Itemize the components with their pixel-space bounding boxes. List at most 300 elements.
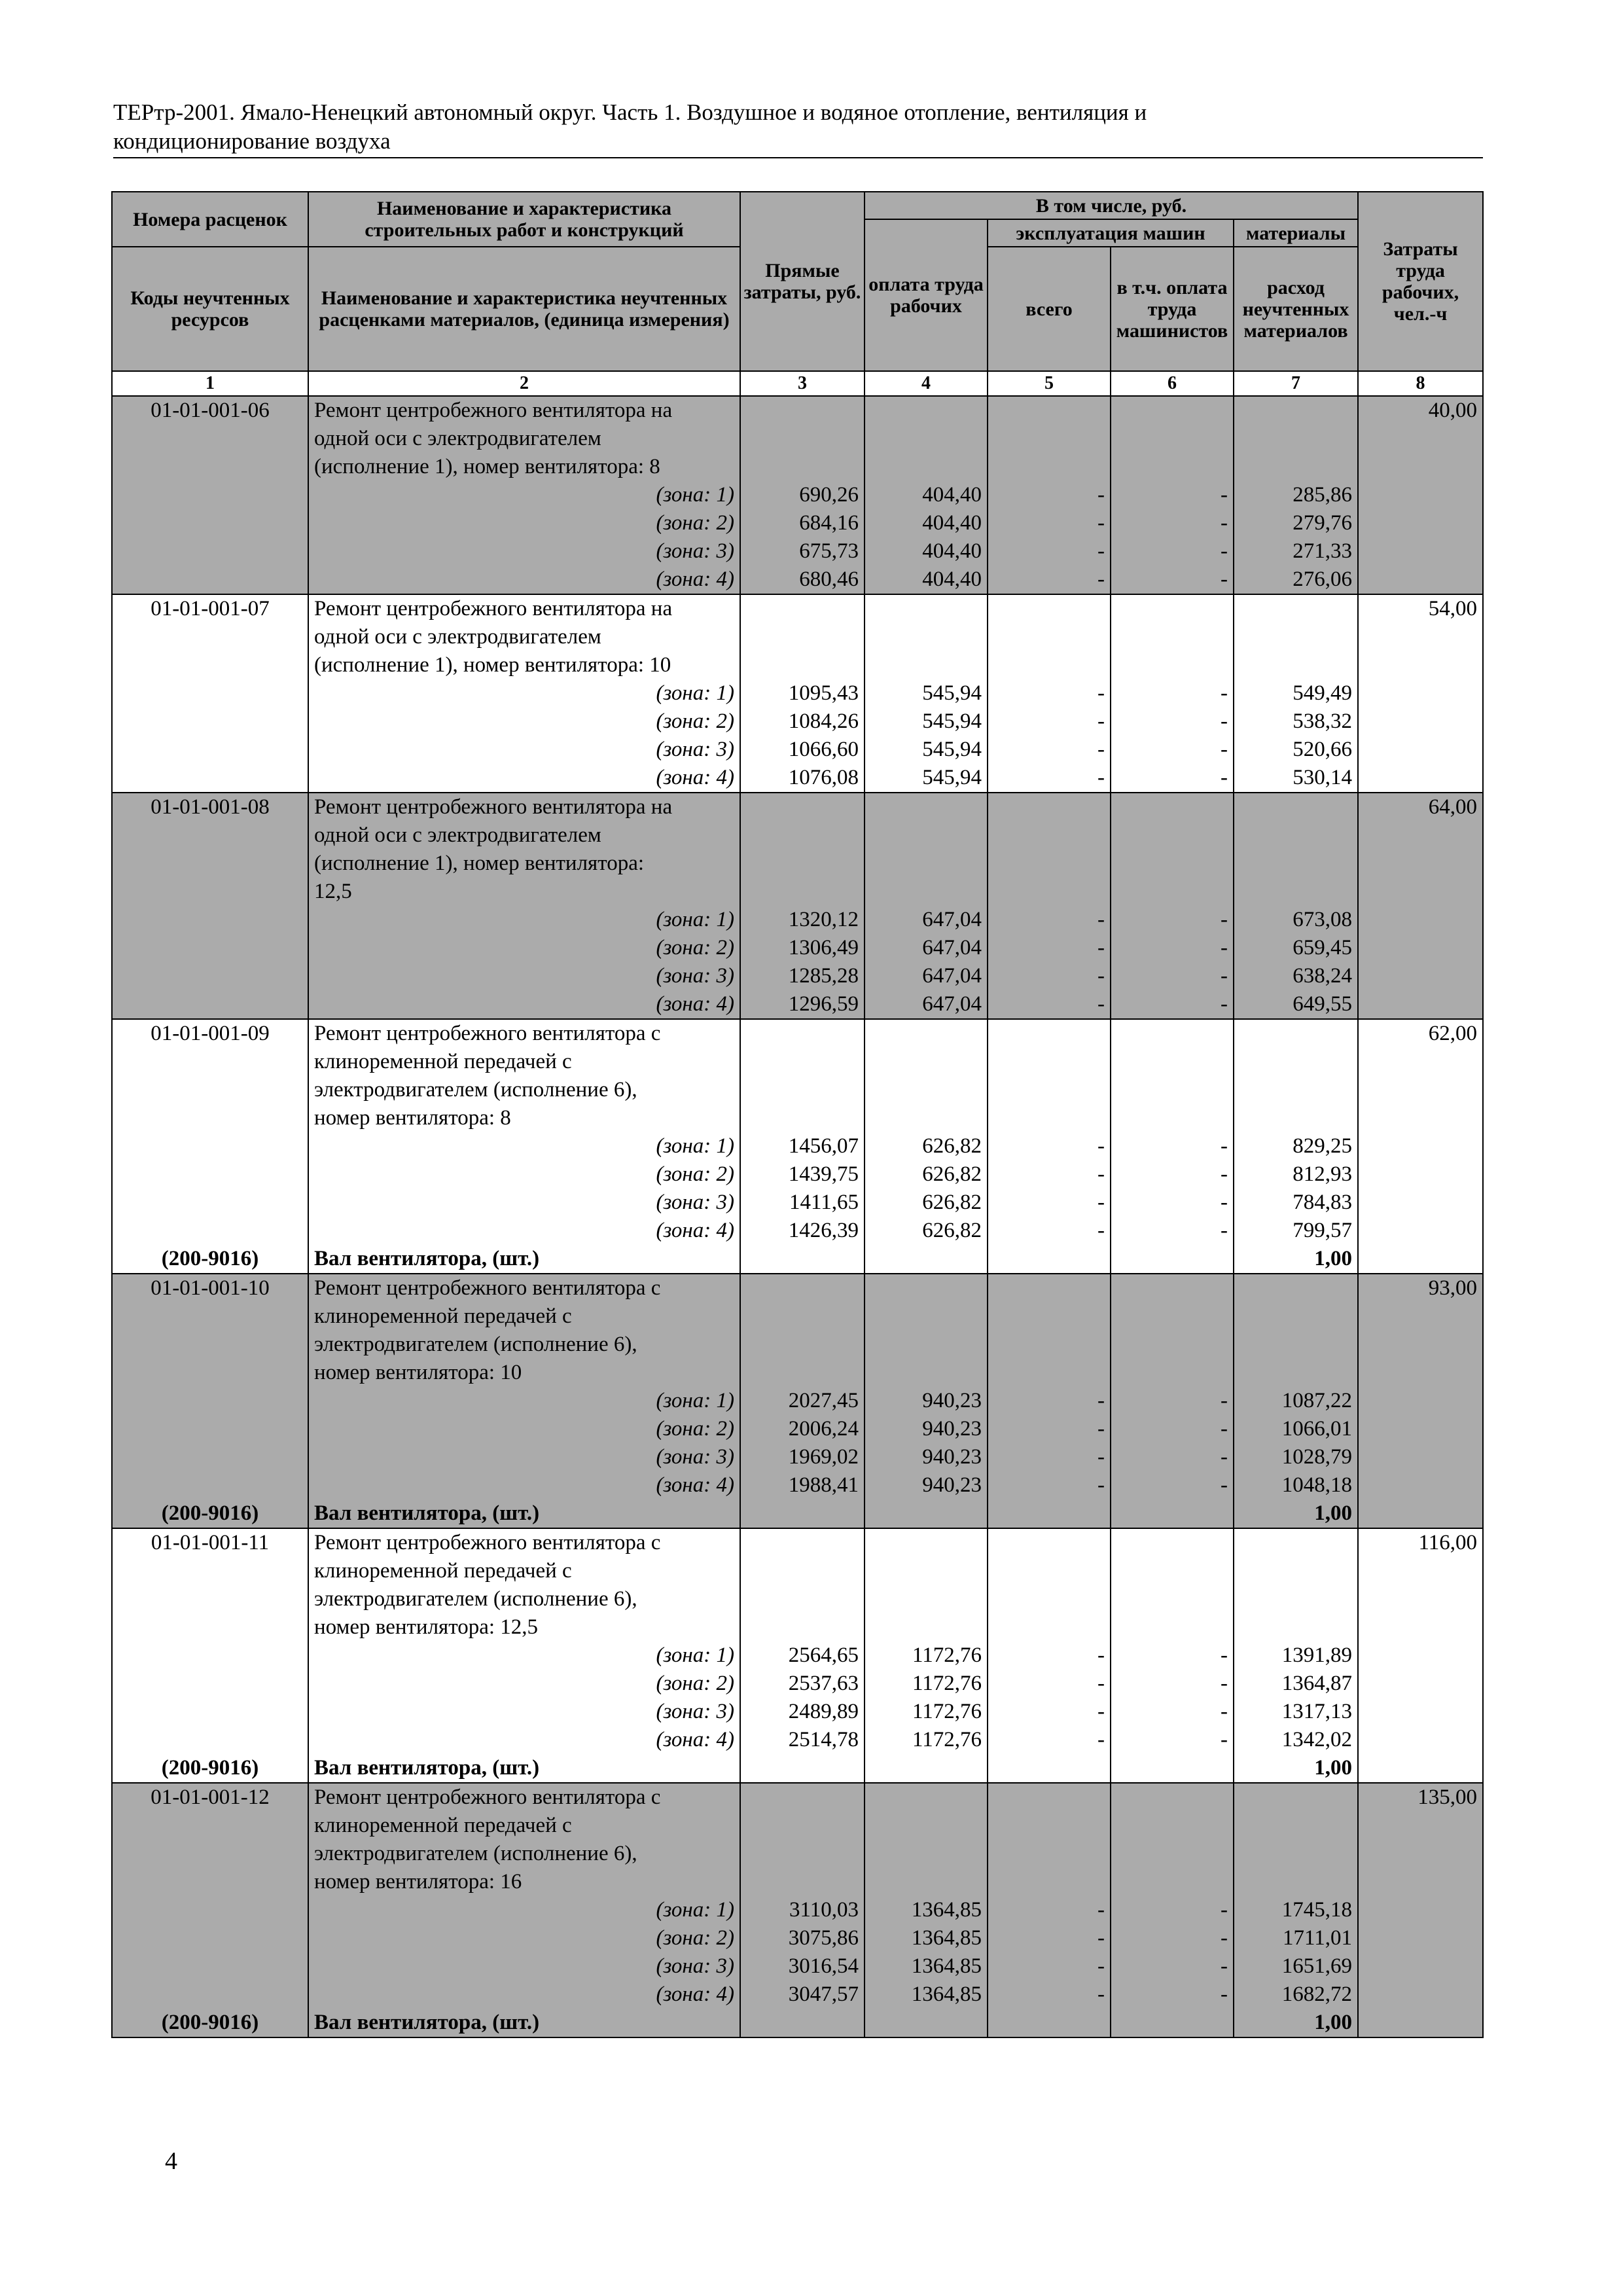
blank-line xyxy=(1116,821,1228,850)
direct-cost: 1411,65 xyxy=(789,1191,859,1214)
labor-cost: 116,00 xyxy=(1418,1531,1478,1554)
materials-cost: 1087,22 xyxy=(1281,1389,1353,1412)
materials-cost: 1048,18 xyxy=(1281,1473,1353,1497)
blank-line xyxy=(870,453,982,481)
blank-line xyxy=(870,595,982,623)
machinist-wage-cell xyxy=(1111,1019,1234,1274)
resource-name: Вал вентилятора, (шт.) xyxy=(314,2011,540,2034)
blank-line xyxy=(118,906,302,934)
blank-line xyxy=(993,1754,1105,1782)
materials-cost: 799,57 xyxy=(1293,1219,1353,1242)
blank-line xyxy=(993,793,1105,821)
header-machines-total: всего xyxy=(988,247,1111,371)
machinist-wage: - xyxy=(1221,1219,1228,1242)
labor-cost-cell xyxy=(1358,1528,1483,1783)
header-unaccounted-materials: расход неучтенных материалов xyxy=(1234,247,1358,371)
blank-line xyxy=(1240,1613,1352,1641)
description-line: электродвигателем (исполнение 6), xyxy=(314,1333,637,1356)
materials-cost-cell xyxy=(1234,396,1358,594)
blank-line xyxy=(1240,1868,1352,1896)
wage: 1364,85 xyxy=(911,1926,982,1950)
blank-line xyxy=(746,1076,859,1104)
wage-cell xyxy=(865,1528,988,1783)
header-group-including: В том числе, руб. xyxy=(865,192,1358,219)
zone-label: (зона: 2) xyxy=(656,1672,734,1695)
direct-cost: 2489,89 xyxy=(788,1700,859,1723)
table-row xyxy=(112,594,1483,793)
zone-label: (зона: 4) xyxy=(656,1728,734,1751)
description-line: Ремонт центробежного вентилятора с xyxy=(314,1022,661,1045)
wage: 647,04 xyxy=(922,964,982,988)
blank-line xyxy=(746,793,859,821)
resource-name: Вал вентилятора, (шт.) xyxy=(314,1247,540,1270)
machinist-wage: - xyxy=(1221,1473,1228,1497)
zone-label: (зона: 2) xyxy=(656,709,734,733)
machinist-wage: - xyxy=(1221,567,1228,591)
col-number: 5 xyxy=(988,371,1111,396)
machines-total: - xyxy=(1097,539,1105,563)
machines-total-cell xyxy=(988,793,1111,1019)
resource-qty: 1,00 xyxy=(1314,1501,1353,1525)
description-line: (исполнение 1), номер вентилятора: 8 xyxy=(314,455,660,478)
wage-cell xyxy=(865,1274,988,1528)
blank-line xyxy=(1116,623,1228,651)
blank-line xyxy=(118,537,302,565)
wage: 404,40 xyxy=(922,539,982,563)
description-line: Ремонт центробежного вентилятора на xyxy=(314,795,673,819)
materials-cost: 276,06 xyxy=(1293,567,1353,591)
blank-line xyxy=(1116,1331,1228,1359)
description-line: номер вентилятора: 12,5 xyxy=(314,1615,539,1639)
machinist-wage: - xyxy=(1221,1417,1228,1441)
blank-line xyxy=(870,1585,982,1613)
direct-cost-cell xyxy=(740,396,865,594)
blank-line xyxy=(993,821,1105,850)
blank-line xyxy=(993,1613,1105,1641)
blank-line xyxy=(746,1499,859,1528)
description-line: номер вентилятора: 10 xyxy=(314,1361,522,1384)
description-line: электродвигателем (исполнение 6), xyxy=(314,1842,637,1865)
materials-cost: 279,76 xyxy=(1293,511,1353,535)
machinist-wage-cell xyxy=(1111,594,1234,793)
blank-line xyxy=(870,1812,982,1840)
rate-code-cell xyxy=(112,1528,308,1783)
header-rate-numbers: Номера расценок xyxy=(112,192,308,247)
blank-line xyxy=(118,1104,302,1132)
description-line: электродвигателем (исполнение 6), xyxy=(314,1587,637,1611)
machinist-wage: - xyxy=(1221,483,1228,507)
machinist-wage: - xyxy=(1221,964,1228,988)
machinist-wage: - xyxy=(1221,1926,1228,1950)
machines-total-cell xyxy=(988,1274,1111,1528)
blank-line xyxy=(746,1585,859,1613)
blank-line xyxy=(118,679,302,708)
description-line: клиноременной передачей с xyxy=(314,1050,572,1073)
machines-total: - xyxy=(1097,681,1105,705)
col-number: 7 xyxy=(1234,371,1358,396)
direct-cost: 1285,28 xyxy=(788,964,859,988)
description-line: Ремонт центробежного вентилятора с xyxy=(314,1785,661,1809)
blank-line xyxy=(118,878,302,906)
machinist-wage: - xyxy=(1221,738,1228,761)
blank-line xyxy=(118,764,302,792)
machinist-wage-cell xyxy=(1111,1274,1234,1528)
blank-line xyxy=(1116,397,1228,425)
blank-line xyxy=(993,1812,1105,1840)
blank-line xyxy=(870,878,982,906)
blank-line xyxy=(1240,821,1352,850)
wage-cell xyxy=(865,793,988,1019)
wage: 1172,76 xyxy=(912,1643,982,1667)
blank-line xyxy=(118,1359,302,1387)
blank-line xyxy=(118,1840,302,1868)
machinist-wage: - xyxy=(1221,1134,1228,1158)
machinist-wage: - xyxy=(1221,766,1228,789)
machines-total-cell xyxy=(988,396,1111,594)
materials-cost: 638,24 xyxy=(1293,964,1353,988)
rate-description-cell xyxy=(308,1528,740,1783)
zone-label: (зона: 1) xyxy=(656,1134,734,1158)
blank-line xyxy=(746,595,859,623)
wage: 545,94 xyxy=(922,738,982,761)
materials-cost-cell xyxy=(1234,1019,1358,1274)
machinist-wage: - xyxy=(1221,992,1228,1016)
blank-line xyxy=(118,651,302,679)
blank-line xyxy=(870,1104,982,1132)
blank-line xyxy=(118,1670,302,1698)
table-row xyxy=(112,396,1483,594)
blank-line xyxy=(993,1245,1105,1273)
materials-cost: 1364,87 xyxy=(1281,1672,1353,1695)
rate-code-cell xyxy=(112,1274,308,1528)
materials-cost: 520,66 xyxy=(1293,738,1353,761)
blank-line xyxy=(993,1784,1105,1812)
wage: 626,82 xyxy=(922,1162,982,1186)
machinist-wage: - xyxy=(1221,936,1228,960)
blank-line xyxy=(870,1245,982,1273)
wage: 1172,76 xyxy=(912,1728,982,1751)
materials-cost: 784,83 xyxy=(1293,1191,1353,1214)
labor-cost: 54,00 xyxy=(1428,597,1478,620)
resource-qty: 1,00 xyxy=(1314,1756,1353,1780)
blank-line xyxy=(118,1302,302,1331)
blank-line xyxy=(1240,651,1352,679)
blank-line xyxy=(993,623,1105,651)
blank-line xyxy=(118,481,302,509)
blank-line xyxy=(746,1613,859,1641)
blank-line xyxy=(993,595,1105,623)
blank-line xyxy=(870,397,982,425)
machines-total: - xyxy=(1097,1700,1105,1723)
blank-line xyxy=(118,1443,302,1471)
blank-line xyxy=(118,1896,302,1924)
blank-line xyxy=(746,1557,859,1585)
blank-line xyxy=(870,623,982,651)
blank-line xyxy=(993,651,1105,679)
blank-line xyxy=(1116,1585,1228,1613)
wage: 626,82 xyxy=(922,1219,982,1242)
blank-line xyxy=(1116,1613,1228,1641)
machinist-wage-cell xyxy=(1111,396,1234,594)
header-wage: оплата труда рабочих xyxy=(865,219,988,371)
col-number: 1 xyxy=(112,371,308,396)
direct-cost: 680,46 xyxy=(799,567,859,591)
materials-cost: 1066,01 xyxy=(1281,1417,1353,1441)
description-line: одной оси с электродвигателем xyxy=(314,823,601,847)
materials-cost: 673,08 xyxy=(1293,908,1353,931)
machinist-wage: - xyxy=(1221,1898,1228,1922)
blank-line xyxy=(118,565,302,594)
description-line: Ремонт центробежного вентилятора с xyxy=(314,1276,661,1300)
description-line: (исполнение 1), номер вентилятора: 10 xyxy=(314,653,671,677)
rate-code: 01-01-001-12 xyxy=(151,1785,270,1809)
blank-line xyxy=(118,1698,302,1726)
description-line: Ремонт центробежного вентилятора на xyxy=(314,399,673,422)
labor-cost: 135,00 xyxy=(1418,1785,1478,1809)
rate-description-cell xyxy=(308,1783,740,2037)
rate-code: 01-01-001-10 xyxy=(151,1276,270,1300)
direct-cost: 2514,78 xyxy=(788,1728,859,1751)
blank-line xyxy=(746,821,859,850)
rate-description-cell xyxy=(308,1019,740,1274)
wage: 1364,85 xyxy=(911,1954,982,1978)
machinist-wage: - xyxy=(1221,1982,1228,2006)
blank-line xyxy=(1116,1302,1228,1331)
wage-cell xyxy=(865,1783,988,2037)
blank-line xyxy=(118,509,302,537)
resource-name: Вал вентилятора, (шт.) xyxy=(314,1501,540,1525)
blank-line xyxy=(118,1217,302,1245)
zone-label: (зона: 3) xyxy=(656,539,734,563)
machines-total-cell xyxy=(988,594,1111,793)
header-material-name: Наименование и характеристика неучтенных расценками материалов, (единица измерения) xyxy=(308,247,740,371)
blank-line xyxy=(993,453,1105,481)
resource-code: (200-9016) xyxy=(161,1247,259,1270)
blank-line xyxy=(993,1048,1105,1076)
header-resource-codes: Коды неучтенных ресурсов xyxy=(112,247,308,371)
machines-total: - xyxy=(1097,1445,1105,1469)
blank-line xyxy=(1116,1076,1228,1104)
rate-block xyxy=(112,793,1483,1019)
blank-line xyxy=(1116,1245,1228,1273)
blank-line xyxy=(1116,1868,1228,1896)
materials-cost: 530,14 xyxy=(1293,766,1353,789)
resource-qty: 1,00 xyxy=(1314,1247,1353,1270)
blank-line xyxy=(118,1613,302,1641)
machinist-wage: - xyxy=(1221,1700,1228,1723)
materials-cost: 1317,13 xyxy=(1281,1700,1353,1723)
direct-cost: 1306,49 xyxy=(788,936,859,960)
rate-block xyxy=(112,1528,1483,1783)
rate-description-cell xyxy=(308,793,740,1019)
machines-total: - xyxy=(1097,1389,1105,1412)
machinist-wage: - xyxy=(1221,681,1228,705)
blank-line xyxy=(993,1274,1105,1302)
machines-total: - xyxy=(1097,1162,1105,1186)
blank-line xyxy=(870,821,982,850)
materials-cost: 1391,89 xyxy=(1281,1643,1353,1667)
blank-line xyxy=(1116,595,1228,623)
blank-line xyxy=(1116,453,1228,481)
description-line: номер вентилятора: 16 xyxy=(314,1870,522,1893)
header-labor-costs: Затраты труда рабочих, чел.-ч xyxy=(1358,192,1483,371)
machines-total: - xyxy=(1097,1191,1105,1214)
rate-description-cell xyxy=(308,1274,740,1528)
rate-code-cell xyxy=(112,594,308,793)
rate-code-cell xyxy=(112,793,308,1019)
machines-total: - xyxy=(1097,1926,1105,1950)
blank-line xyxy=(746,1048,859,1076)
materials-cost-cell xyxy=(1234,1783,1358,2037)
rate-description-cell xyxy=(308,594,740,793)
zone-label: (зона: 3) xyxy=(656,1445,734,1469)
rate-block xyxy=(112,1274,1483,1528)
blank-line xyxy=(993,1840,1105,1868)
blank-line xyxy=(1240,623,1352,651)
page-header xyxy=(113,98,1409,156)
blank-line xyxy=(746,1302,859,1331)
blank-line xyxy=(993,878,1105,906)
blank-line xyxy=(118,1076,302,1104)
description-line: (исполнение 1), номер вентилятора: xyxy=(314,852,645,875)
machines-total-cell xyxy=(988,1783,1111,2037)
rate-block xyxy=(112,1783,1483,2037)
labor-cost: 64,00 xyxy=(1428,795,1478,819)
machinist-wage: - xyxy=(1221,908,1228,931)
blank-line xyxy=(1116,1359,1228,1387)
blank-line xyxy=(993,397,1105,425)
header-work-name: Наименование и характеристика строительных работ и конструкций xyxy=(308,192,740,247)
blank-line xyxy=(870,1076,982,1104)
blank-line xyxy=(1116,1499,1228,1528)
col-number: 3 xyxy=(740,371,865,396)
wage: 940,23 xyxy=(922,1473,982,1497)
direct-cost: 3016,54 xyxy=(788,1954,859,1978)
machines-total-cell xyxy=(988,1019,1111,1274)
wage: 404,40 xyxy=(922,483,982,507)
wage: 647,04 xyxy=(922,936,982,960)
labor-cost-cell xyxy=(1358,1274,1483,1528)
blank-line xyxy=(870,1359,982,1387)
blank-line xyxy=(746,1245,859,1273)
blank-line xyxy=(993,1302,1105,1331)
zone-label: (зона: 1) xyxy=(656,1643,734,1667)
blank-line xyxy=(118,1924,302,1952)
machines-total: - xyxy=(1097,1982,1105,2006)
blank-line xyxy=(993,1529,1105,1557)
materials-cost: 549,49 xyxy=(1293,681,1353,705)
zone-label: (зона: 1) xyxy=(656,1898,734,1922)
materials-cost: 1028,79 xyxy=(1281,1445,1353,1469)
blank-line xyxy=(1116,1784,1228,1812)
blank-line xyxy=(1240,595,1352,623)
materials-cost: 538,32 xyxy=(1293,709,1353,733)
rate-block xyxy=(112,396,1483,594)
blank-line xyxy=(1116,1048,1228,1076)
labor-cost: 40,00 xyxy=(1428,399,1478,422)
machines-total: - xyxy=(1097,738,1105,761)
machines-total: - xyxy=(1097,766,1105,789)
blank-line xyxy=(1240,1331,1352,1359)
rate-code: 01-01-001-08 xyxy=(151,795,270,819)
description-line: электродвигателем (исполнение 6), xyxy=(314,1078,637,1102)
rate-code: 01-01-001-09 xyxy=(151,1022,270,1045)
blank-line xyxy=(118,1981,302,2009)
materials-cost: 659,45 xyxy=(1293,936,1353,960)
description-line: 12,5 xyxy=(314,880,352,903)
resource-code: (200-9016) xyxy=(161,1756,259,1780)
blank-line xyxy=(1116,878,1228,906)
blank-line xyxy=(993,1359,1105,1387)
blank-line xyxy=(118,1641,302,1670)
rate-code-cell xyxy=(112,1019,308,1274)
blank-line xyxy=(118,1557,302,1585)
blank-line xyxy=(746,1274,859,1302)
machines-total: - xyxy=(1097,1643,1105,1667)
direct-cost: 3047,57 xyxy=(788,1982,859,2006)
blank-line xyxy=(118,990,302,1018)
blank-line xyxy=(1116,651,1228,679)
machinist-wage: - xyxy=(1221,709,1228,733)
blank-line xyxy=(746,1331,859,1359)
zone-label: (зона: 3) xyxy=(656,738,734,761)
blank-line xyxy=(1240,1812,1352,1840)
blank-line xyxy=(1116,1529,1228,1557)
labor-cost: 62,00 xyxy=(1428,1022,1478,1045)
blank-line xyxy=(1240,1359,1352,1387)
direct-cost: 1320,12 xyxy=(788,908,859,931)
blank-line xyxy=(746,651,859,679)
blank-line xyxy=(1240,1585,1352,1613)
materials-cost: 1711,01 xyxy=(1283,1926,1353,1950)
materials-cost: 1745,18 xyxy=(1281,1898,1353,1922)
blank-line xyxy=(870,1020,982,1048)
direct-cost: 1296,59 xyxy=(788,992,859,1016)
description-line: Ремонт центробежного вентилятора с xyxy=(314,1531,661,1554)
wage: 404,40 xyxy=(922,511,982,535)
machinist-wage: - xyxy=(1221,1643,1228,1667)
blank-line xyxy=(1116,1754,1228,1782)
column-number-row xyxy=(112,371,1483,396)
wage: 1364,85 xyxy=(911,1982,982,2006)
wage: 940,23 xyxy=(922,1389,982,1412)
blank-line xyxy=(1240,453,1352,481)
blank-line xyxy=(118,425,302,453)
machines-total: - xyxy=(1097,483,1105,507)
blank-line xyxy=(118,453,302,481)
machinist-wage: - xyxy=(1221,1191,1228,1214)
blank-line xyxy=(118,1048,302,1076)
blank-line xyxy=(870,1868,982,1896)
wage: 647,04 xyxy=(922,992,982,1016)
blank-line xyxy=(118,1471,302,1499)
blank-line xyxy=(118,1331,302,1359)
materials-cost: 1682,72 xyxy=(1281,1982,1353,2006)
wage: 1364,85 xyxy=(911,1898,982,1922)
blank-line xyxy=(746,1020,859,1048)
direct-cost-cell xyxy=(740,1528,865,1783)
wage: 940,23 xyxy=(922,1445,982,1469)
zone-label: (зона: 4) xyxy=(656,766,734,789)
zone-label: (зона: 2) xyxy=(656,1162,734,1186)
blank-line xyxy=(870,1274,982,1302)
direct-cost: 1076,08 xyxy=(788,766,859,789)
direct-cost-cell xyxy=(740,793,865,1019)
description-line: одной оси с электродвигателем xyxy=(314,625,601,649)
blank-line xyxy=(1116,1104,1228,1132)
rate-code-cell xyxy=(112,1783,308,2037)
direct-cost: 1095,43 xyxy=(788,681,859,705)
